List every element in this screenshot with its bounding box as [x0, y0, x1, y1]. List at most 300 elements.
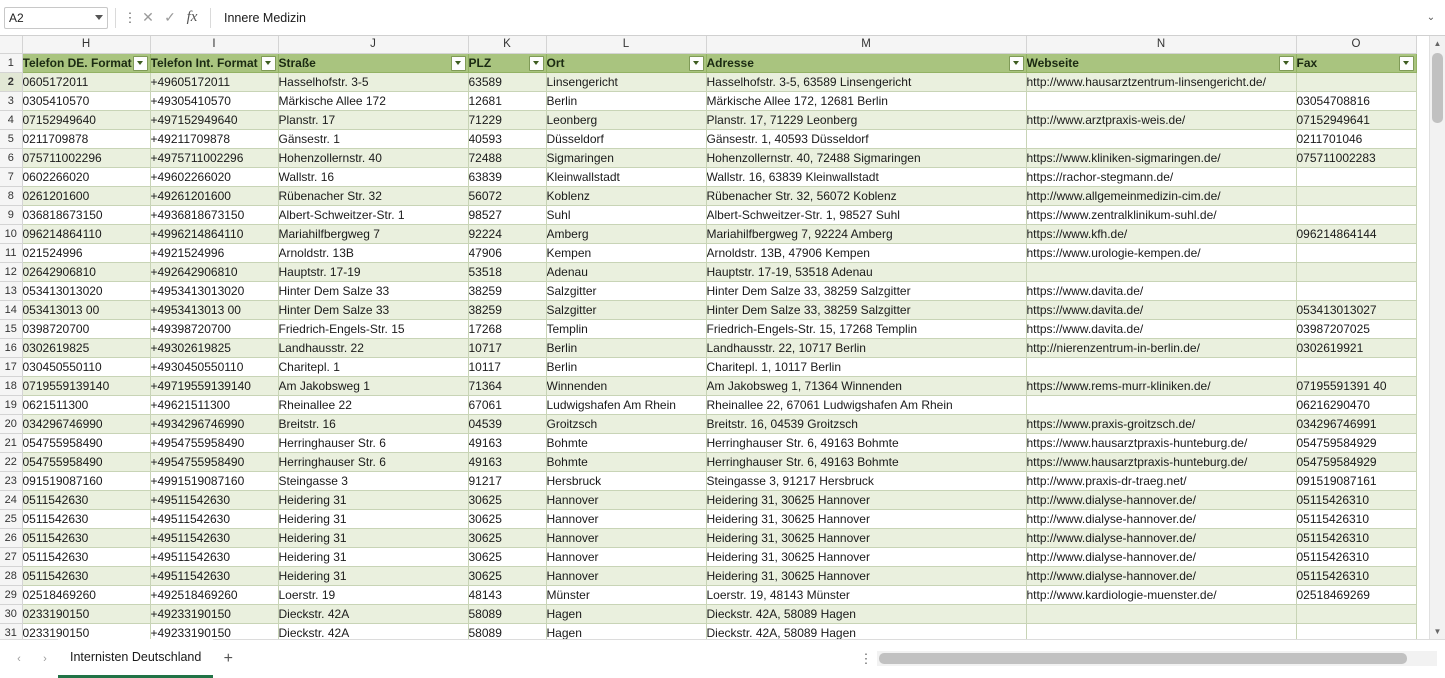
- table-row[interactable]: [0, 585, 1416, 604]
- table-row[interactable]: [0, 300, 1416, 319]
- table-cell[interactable]: 98527: [468, 205, 546, 224]
- table-cell[interactable]: Rübenacher Str. 32, 56072 Koblenz: [706, 186, 1026, 205]
- table-cell[interactable]: https://www.hausarztpraxis-hunteburg.de/: [1026, 452, 1296, 471]
- table-cell[interactable]: https://rachor-stegmann.de/: [1026, 167, 1296, 186]
- table-cell[interactable]: http://www.allgemeinmedizin-cim.de/: [1026, 186, 1296, 205]
- table-cell[interactable]: Kempen: [546, 243, 706, 262]
- table-cell[interactable]: 63839: [468, 167, 546, 186]
- chevron-down-icon[interactable]: [95, 15, 103, 20]
- table-cell[interactable]: 04539: [468, 414, 546, 433]
- table-cell[interactable]: Arnoldstr. 13B, 47906 Kempen: [706, 243, 1026, 262]
- close-icon[interactable]: ✕: [142, 9, 154, 25]
- table-cell[interactable]: Herringhauser Str. 6: [278, 433, 468, 452]
- row-header[interactable]: 23: [0, 471, 22, 490]
- table-cell[interactable]: +4934296746990: [150, 414, 278, 433]
- table-cell[interactable]: http://www.dialyse-hannover.de/: [1026, 528, 1296, 547]
- table-cell[interactable]: Hinter Dem Salze 33, 38259 Salzgitter: [706, 281, 1026, 300]
- table-cell[interactable]: Rheinallee 22: [278, 395, 468, 414]
- table-row[interactable]: [0, 243, 1416, 262]
- table-cell[interactable]: 30625: [468, 509, 546, 528]
- table-cell[interactable]: [1026, 395, 1296, 414]
- table-cell[interactable]: Heidering 31: [278, 490, 468, 509]
- table-cell[interactable]: +49233190150: [150, 604, 278, 623]
- table-cell[interactable]: 0261201600: [22, 186, 150, 205]
- fx-icon[interactable]: fx: [186, 9, 198, 25]
- table-row[interactable]: [0, 509, 1416, 528]
- table-cell[interactable]: Hasselhofstr. 3-5, 63589 Linsengericht: [706, 72, 1026, 91]
- table-cell[interactable]: +4954755958490: [150, 433, 278, 452]
- table-cell[interactable]: Bohmte: [546, 433, 706, 452]
- table-cell[interactable]: Hasselhofstr. 3-5: [278, 72, 468, 91]
- table-cell[interactable]: 71364: [468, 376, 546, 395]
- table-cell[interactable]: 06216290470: [1296, 395, 1416, 414]
- table-row[interactable]: [0, 414, 1416, 433]
- table-row[interactable]: [0, 205, 1416, 224]
- table-cell[interactable]: 10717: [468, 338, 546, 357]
- table-cell[interactable]: 075711002296: [22, 148, 150, 167]
- table-cell[interactable]: Heidering 31: [278, 566, 468, 585]
- table-cell[interactable]: 091519087160: [22, 471, 150, 490]
- table-row[interactable]: [0, 186, 1416, 205]
- table-cell[interactable]: +492642906810: [150, 262, 278, 281]
- table-cell[interactable]: Landhausstr. 22: [278, 338, 468, 357]
- table-cell[interactable]: 38259: [468, 281, 546, 300]
- table-cell[interactable]: https://www.praxis-groitzsch.de/: [1026, 414, 1296, 433]
- table-cell[interactable]: Hagen: [546, 604, 706, 623]
- table-cell[interactable]: https://www.urologie-kempen.de/: [1026, 243, 1296, 262]
- table-cell[interactable]: 054759584929: [1296, 433, 1416, 452]
- table-cell[interactable]: [1296, 604, 1416, 623]
- table-cell[interactable]: Hannover: [546, 490, 706, 509]
- table-cell[interactable]: +4953413013 00: [150, 300, 278, 319]
- table-cell[interactable]: 03987207025: [1296, 319, 1416, 338]
- table-cell[interactable]: Herringhauser Str. 6, 49163 Bohmte: [706, 433, 1026, 452]
- table-cell[interactable]: 58089: [468, 604, 546, 623]
- table-row[interactable]: [0, 433, 1416, 452]
- table-cell[interactable]: 49163: [468, 433, 546, 452]
- table-cell[interactable]: Gänsestr. 1: [278, 129, 468, 148]
- table-cell[interactable]: 075711002283: [1296, 148, 1416, 167]
- table-cell[interactable]: Leonberg: [546, 110, 706, 129]
- table-cell[interactable]: Hannover: [546, 566, 706, 585]
- table-cell[interactable]: [1296, 262, 1416, 281]
- table-cell[interactable]: +4996214864110: [150, 224, 278, 243]
- table-row[interactable]: [0, 338, 1416, 357]
- table-cell[interactable]: Märkische Allee 172, 12681 Berlin: [706, 91, 1026, 110]
- select-all-corner[interactable]: [0, 36, 22, 53]
- table-cell[interactable]: 0233190150: [22, 623, 150, 639]
- table-cell[interactable]: Friedrich-Engels-Str. 15: [278, 319, 468, 338]
- table-cell[interactable]: [1296, 623, 1416, 639]
- table-cell[interactable]: [1296, 281, 1416, 300]
- table-cell[interactable]: +49511542630: [150, 509, 278, 528]
- table-cell[interactable]: Mariahilfbergweg 7, 92224 Amberg: [706, 224, 1026, 243]
- table-cell[interactable]: +49719559139140: [150, 376, 278, 395]
- table-cell[interactable]: 0305410570: [22, 91, 150, 110]
- table-cell[interactable]: Dieckstr. 42A: [278, 604, 468, 623]
- table-cell[interactable]: Breitstr. 16, 04539 Groitzsch: [706, 414, 1026, 433]
- table-cell[interactable]: 02518469260: [22, 585, 150, 604]
- table-cell[interactable]: 0719559139140: [22, 376, 150, 395]
- table-cell[interactable]: Linsengericht: [546, 72, 706, 91]
- horizontal-scroll-thumb[interactable]: [879, 653, 1407, 664]
- table-row[interactable]: [0, 376, 1416, 395]
- table-cell[interactable]: 38259: [468, 300, 546, 319]
- row-header[interactable]: 15: [0, 319, 22, 338]
- spreadsheet-grid[interactable]: [0, 36, 1445, 639]
- row-header[interactable]: 21: [0, 433, 22, 452]
- table-cell[interactable]: +4991519087160: [150, 471, 278, 490]
- table-cell[interactable]: Ludwigshafen Am Rhein: [546, 395, 706, 414]
- table-cell[interactable]: 40593: [468, 129, 546, 148]
- table-cell[interactable]: 17268: [468, 319, 546, 338]
- table-cell[interactable]: Albert-Schweitzer-Str. 1: [278, 205, 468, 224]
- row-header[interactable]: 18: [0, 376, 22, 395]
- table-cell[interactable]: [1296, 167, 1416, 186]
- table-cell[interactable]: Heidering 31, 30625 Hannover: [706, 566, 1026, 585]
- table-cell[interactable]: Am Jakobsweg 1: [278, 376, 468, 395]
- table-cell[interactable]: +492518469260: [150, 585, 278, 604]
- table-cell[interactable]: Herringhauser Str. 6: [278, 452, 468, 471]
- table-cell[interactable]: https://www.hausarztpraxis-hunteburg.de/: [1026, 433, 1296, 452]
- table-cell[interactable]: Charitepl. 1, 10117 Berlin: [706, 357, 1026, 376]
- row-header[interactable]: 31: [0, 623, 22, 639]
- table-cell[interactable]: http://www.kardiologie-muenster.de/: [1026, 585, 1296, 604]
- table-cell[interactable]: 034296746991: [1296, 414, 1416, 433]
- table-cell[interactable]: Hauptstr. 17-19: [278, 262, 468, 281]
- row-header[interactable]: 24: [0, 490, 22, 509]
- column-filter-header[interactable]: [706, 53, 1026, 72]
- table-cell[interactable]: +4954755958490: [150, 452, 278, 471]
- table-cell[interactable]: Dieckstr. 42A: [278, 623, 468, 639]
- table-cell[interactable]: Templin: [546, 319, 706, 338]
- table-cell[interactable]: Hohenzollernstr. 40, 72488 Sigmaringen: [706, 148, 1026, 167]
- table-cell[interactable]: +49511542630: [150, 566, 278, 585]
- table-cell[interactable]: +497152949640: [150, 110, 278, 129]
- vertical-scrollbar[interactable]: [1429, 36, 1445, 639]
- table-row[interactable]: [0, 167, 1416, 186]
- table-cell[interactable]: https://www.davita.de/: [1026, 281, 1296, 300]
- table-cell[interactable]: +49511542630: [150, 547, 278, 566]
- table-cell[interactable]: 02642906810: [22, 262, 150, 281]
- table-cell[interactable]: Heidering 31, 30625 Hannover: [706, 490, 1026, 509]
- table-cell[interactable]: 053413013020: [22, 281, 150, 300]
- column-filter-header[interactable]: [1296, 53, 1416, 72]
- table-cell[interactable]: [1026, 262, 1296, 281]
- row-header[interactable]: 4: [0, 110, 22, 129]
- table-cell[interactable]: 0511542630: [22, 509, 150, 528]
- table-cell[interactable]: Suhl: [546, 205, 706, 224]
- table-cell[interactable]: 02518469269: [1296, 585, 1416, 604]
- table-cell[interactable]: Wallstr. 16, 63839 Kleinwallstadt: [706, 167, 1026, 186]
- table-cell[interactable]: 0211709878: [22, 129, 150, 148]
- table-cell[interactable]: 05115426310: [1296, 490, 1416, 509]
- table-cell[interactable]: Heidering 31: [278, 509, 468, 528]
- table-cell[interactable]: 054755958490: [22, 452, 150, 471]
- table-cell[interactable]: [1026, 129, 1296, 148]
- table-cell[interactable]: 10117: [468, 357, 546, 376]
- table-row[interactable]: [0, 452, 1416, 471]
- table-row[interactable]: [0, 566, 1416, 585]
- table-cell[interactable]: Heidering 31, 30625 Hannover: [706, 547, 1026, 566]
- filter-dropdown-icon[interactable]: [451, 56, 466, 71]
- table-cell[interactable]: +49511542630: [150, 528, 278, 547]
- table-row[interactable]: [0, 281, 1416, 300]
- table-cell[interactable]: [1026, 604, 1296, 623]
- table-cell[interactable]: Heidering 31: [278, 547, 468, 566]
- table-cell[interactable]: [1296, 243, 1416, 262]
- row-header[interactable]: 11: [0, 243, 22, 262]
- table-cell[interactable]: Hersbruck: [546, 471, 706, 490]
- column-filter-header[interactable]: [1026, 53, 1296, 72]
- row-header[interactable]: 29: [0, 585, 22, 604]
- column-filter-header[interactable]: [546, 53, 706, 72]
- row-header[interactable]: 2: [0, 72, 22, 91]
- table-cell[interactable]: +49621511300: [150, 395, 278, 414]
- table-cell[interactable]: +4921524996: [150, 243, 278, 262]
- table-cell[interactable]: 05115426310: [1296, 509, 1416, 528]
- add-sheet-button[interactable]: +: [223, 649, 234, 667]
- row-header[interactable]: 25: [0, 509, 22, 528]
- table-cell[interactable]: Hinter Dem Salze 33: [278, 281, 468, 300]
- row-header[interactable]: 5: [0, 129, 22, 148]
- table-cell[interactable]: 53518: [468, 262, 546, 281]
- filter-dropdown-icon[interactable]: [689, 56, 704, 71]
- table-row[interactable]: [0, 604, 1416, 623]
- table-cell[interactable]: 58089: [468, 623, 546, 639]
- filter-dropdown-icon[interactable]: [133, 56, 148, 71]
- column-header-K[interactable]: K: [468, 36, 546, 53]
- table-cell[interactable]: 096214864144: [1296, 224, 1416, 243]
- table-cell[interactable]: Rheinallee 22, 67061 Ludwigshafen Am Rhein: [706, 395, 1026, 414]
- row-header[interactable]: 1: [0, 53, 22, 72]
- filter-dropdown-icon[interactable]: [529, 56, 544, 71]
- table-cell[interactable]: [1296, 357, 1416, 376]
- filter-dropdown-icon[interactable]: [1009, 56, 1024, 71]
- table-cell[interactable]: 07152949640: [22, 110, 150, 129]
- table-cell[interactable]: Düsseldorf: [546, 129, 706, 148]
- vertical-scroll-thumb[interactable]: [1432, 53, 1443, 123]
- formula-input[interactable]: Innere Medizin: [224, 10, 306, 25]
- table-cell[interactable]: 03054708816: [1296, 91, 1416, 110]
- table-cell[interactable]: https://www.kfh.de/: [1026, 224, 1296, 243]
- table-cell[interactable]: Hinter Dem Salze 33, 38259 Salzgitter: [706, 300, 1026, 319]
- table-cell[interactable]: [1026, 623, 1296, 639]
- table-cell[interactable]: Hohenzollernstr. 40: [278, 148, 468, 167]
- table-cell[interactable]: https://www.davita.de/: [1026, 319, 1296, 338]
- table-cell[interactable]: Bohmte: [546, 452, 706, 471]
- previous-sheet-button[interactable]: ‹: [17, 652, 21, 665]
- table-cell[interactable]: Arnoldstr. 13B: [278, 243, 468, 262]
- scroll-up-icon[interactable]: ▲: [1433, 39, 1442, 48]
- table-cell[interactable]: http://www.praxis-dr-traeg.net/: [1026, 471, 1296, 490]
- table-cell[interactable]: 07152949641: [1296, 110, 1416, 129]
- table-cell[interactable]: [1296, 186, 1416, 205]
- table-cell[interactable]: 47906: [468, 243, 546, 262]
- table-cell[interactable]: Breitstr. 16: [278, 414, 468, 433]
- table-row[interactable]: [0, 528, 1416, 547]
- column-filter-header[interactable]: [468, 53, 546, 72]
- table-cell[interactable]: 91217: [468, 471, 546, 490]
- table-cell[interactable]: Herringhauser Str. 6, 49163 Bohmte: [706, 452, 1026, 471]
- table-cell[interactable]: 034296746990: [22, 414, 150, 433]
- table-row[interactable]: [0, 490, 1416, 509]
- table-cell[interactable]: 30625: [468, 547, 546, 566]
- table-cell[interactable]: 054755958490: [22, 433, 150, 452]
- sheet-options-icon[interactable]: ⋮: [859, 650, 873, 666]
- row-header[interactable]: 12: [0, 262, 22, 281]
- table-cell[interactable]: 0398720700: [22, 319, 150, 338]
- table-cell[interactable]: Dieckstr. 42A, 58089 Hagen: [706, 623, 1026, 639]
- table-cell[interactable]: [1026, 357, 1296, 376]
- table-cell[interactable]: 63589: [468, 72, 546, 91]
- table-cell[interactable]: 07195591391 40: [1296, 376, 1416, 395]
- table-row[interactable]: [0, 91, 1416, 110]
- column-filter-header[interactable]: [150, 53, 278, 72]
- table-cell[interactable]: https://www.rems-murr-kliniken.de/: [1026, 376, 1296, 395]
- table-cell[interactable]: Amberg: [546, 224, 706, 243]
- table-cell[interactable]: 12681: [468, 91, 546, 110]
- table-cell[interactable]: 053413013 00: [22, 300, 150, 319]
- table-cell[interactable]: Heidering 31: [278, 528, 468, 547]
- sheet-tab-internisten-deutschland[interactable]: Internisten Deutschland: [58, 639, 213, 678]
- table-cell[interactable]: 05115426310: [1296, 528, 1416, 547]
- column-header-J[interactable]: J: [278, 36, 468, 53]
- table-cell[interactable]: 030450550110: [22, 357, 150, 376]
- table-row[interactable]: [0, 148, 1416, 167]
- row-header[interactable]: 20: [0, 414, 22, 433]
- table-cell[interactable]: Wallstr. 16: [278, 167, 468, 186]
- table-cell[interactable]: 0302619825: [22, 338, 150, 357]
- column-header-O[interactable]: O: [1296, 36, 1416, 53]
- table-cell[interactable]: +49398720700: [150, 319, 278, 338]
- scroll-down-icon[interactable]: ▼: [1433, 627, 1442, 636]
- table-cell[interactable]: Hannover: [546, 528, 706, 547]
- table-cell[interactable]: Märkische Allee 172: [278, 91, 468, 110]
- table-cell[interactable]: Dieckstr. 42A, 58089 Hagen: [706, 604, 1026, 623]
- table-cell[interactable]: Berlin: [546, 91, 706, 110]
- table-cell[interactable]: Steingasse 3, 91217 Hersbruck: [706, 471, 1026, 490]
- expand-formula-bar-icon[interactable]: ⌄: [1426, 12, 1436, 23]
- table-cell[interactable]: Hannover: [546, 547, 706, 566]
- table-cell[interactable]: http://www.dialyse-hannover.de/: [1026, 490, 1296, 509]
- table-cell[interactable]: Hauptstr. 17-19, 53518 Adenau: [706, 262, 1026, 281]
- column-filter-header[interactable]: [22, 53, 150, 72]
- table-cell[interactable]: 091519087161: [1296, 471, 1416, 490]
- table-cell[interactable]: Münster: [546, 585, 706, 604]
- row-header[interactable]: 13: [0, 281, 22, 300]
- table-row[interactable]: [0, 471, 1416, 490]
- table-cell[interactable]: Gänsestr. 1, 40593 Düsseldorf: [706, 129, 1026, 148]
- table-cell[interactable]: Adenau: [546, 262, 706, 281]
- table-cell[interactable]: Hannover: [546, 509, 706, 528]
- column-header-M[interactable]: M: [706, 36, 1026, 53]
- table-cell[interactable]: Planstr. 17: [278, 110, 468, 129]
- table-cell[interactable]: +49261201600: [150, 186, 278, 205]
- table-cell[interactable]: http://www.dialyse-hannover.de/: [1026, 547, 1296, 566]
- row-header[interactable]: 22: [0, 452, 22, 471]
- table-cell[interactable]: 021524996: [22, 243, 150, 262]
- column-filter-header[interactable]: [278, 53, 468, 72]
- table-cell[interactable]: 0233190150: [22, 604, 150, 623]
- table-row[interactable]: [0, 395, 1416, 414]
- table-cell[interactable]: [1296, 205, 1416, 224]
- table-cell[interactable]: Heidering 31, 30625 Hannover: [706, 509, 1026, 528]
- table-cell[interactable]: +4936818673150: [150, 205, 278, 224]
- table-cell[interactable]: Salzgitter: [546, 300, 706, 319]
- row-header[interactable]: 28: [0, 566, 22, 585]
- check-icon[interactable]: ✓: [164, 9, 176, 25]
- table-cell[interactable]: Berlin: [546, 338, 706, 357]
- table-cell[interactable]: 0302619921: [1296, 338, 1416, 357]
- table-cell[interactable]: 92224: [468, 224, 546, 243]
- table-cell[interactable]: Am Jakobsweg 1, 71364 Winnenden: [706, 376, 1026, 395]
- table-cell[interactable]: 05115426310: [1296, 566, 1416, 585]
- table-cell[interactable]: 30625: [468, 566, 546, 585]
- table-cell[interactable]: 0511542630: [22, 566, 150, 585]
- table-row[interactable]: [0, 110, 1416, 129]
- column-header-N[interactable]: N: [1026, 36, 1296, 53]
- table-row[interactable]: [0, 319, 1416, 338]
- table-cell[interactable]: http://www.arztpraxis-weis.de/: [1026, 110, 1296, 129]
- table-cell[interactable]: [1296, 72, 1416, 91]
- column-header-I[interactable]: I: [150, 36, 278, 53]
- table-cell[interactable]: 0605172011: [22, 72, 150, 91]
- table-cell[interactable]: Winnenden: [546, 376, 706, 395]
- table-cell[interactable]: Koblenz: [546, 186, 706, 205]
- table-cell[interactable]: +49305410570: [150, 91, 278, 110]
- next-sheet-button[interactable]: ›: [43, 652, 47, 665]
- table-cell[interactable]: Mariahilfbergweg 7: [278, 224, 468, 243]
- table-cell[interactable]: 71229: [468, 110, 546, 129]
- row-header[interactable]: 7: [0, 167, 22, 186]
- table-cell[interactable]: Friedrich-Engels-Str. 15, 17268 Templin: [706, 319, 1026, 338]
- table-cell[interactable]: Rübenacher Str. 32: [278, 186, 468, 205]
- table-row[interactable]: [0, 547, 1416, 566]
- filter-dropdown-icon[interactable]: [1279, 56, 1294, 71]
- table-cell[interactable]: 0602266020: [22, 167, 150, 186]
- row-header[interactable]: 19: [0, 395, 22, 414]
- table-row[interactable]: [0, 262, 1416, 281]
- table-cell[interactable]: 053413013027: [1296, 300, 1416, 319]
- table-cell[interactable]: 48143: [468, 585, 546, 604]
- table-cell[interactable]: +49605172011: [150, 72, 278, 91]
- table-cell[interactable]: Kleinwallstadt: [546, 167, 706, 186]
- table-cell[interactable]: Heidering 31, 30625 Hannover: [706, 528, 1026, 547]
- row-header[interactable]: 9: [0, 205, 22, 224]
- row-header[interactable]: 30: [0, 604, 22, 623]
- table-cell[interactable]: 096214864110: [22, 224, 150, 243]
- table-cell[interactable]: Sigmaringen: [546, 148, 706, 167]
- table-cell[interactable]: Groitzsch: [546, 414, 706, 433]
- row-header[interactable]: 16: [0, 338, 22, 357]
- table-cell[interactable]: 0511542630: [22, 490, 150, 509]
- table-cell[interactable]: 67061: [468, 395, 546, 414]
- table-cell[interactable]: Albert-Schweitzer-Str. 1, 98527 Suhl: [706, 205, 1026, 224]
- table-cell[interactable]: +49511542630: [150, 490, 278, 509]
- table-cell[interactable]: 0511542630: [22, 528, 150, 547]
- table-cell[interactable]: +4975711002296: [150, 148, 278, 167]
- table-cell[interactable]: [1026, 91, 1296, 110]
- table-cell[interactable]: http://www.dialyse-hannover.de/: [1026, 566, 1296, 585]
- table-cell[interactable]: http://www.dialyse-hannover.de/: [1026, 509, 1296, 528]
- table-cell[interactable]: 30625: [468, 528, 546, 547]
- table-cell[interactable]: 054759584929: [1296, 452, 1416, 471]
- table-cell[interactable]: +49602266020: [150, 167, 278, 186]
- table-cell[interactable]: Loerstr. 19: [278, 585, 468, 604]
- table-cell[interactable]: https://www.zentralklinikum-suhl.de/: [1026, 205, 1296, 224]
- row-header[interactable]: 10: [0, 224, 22, 243]
